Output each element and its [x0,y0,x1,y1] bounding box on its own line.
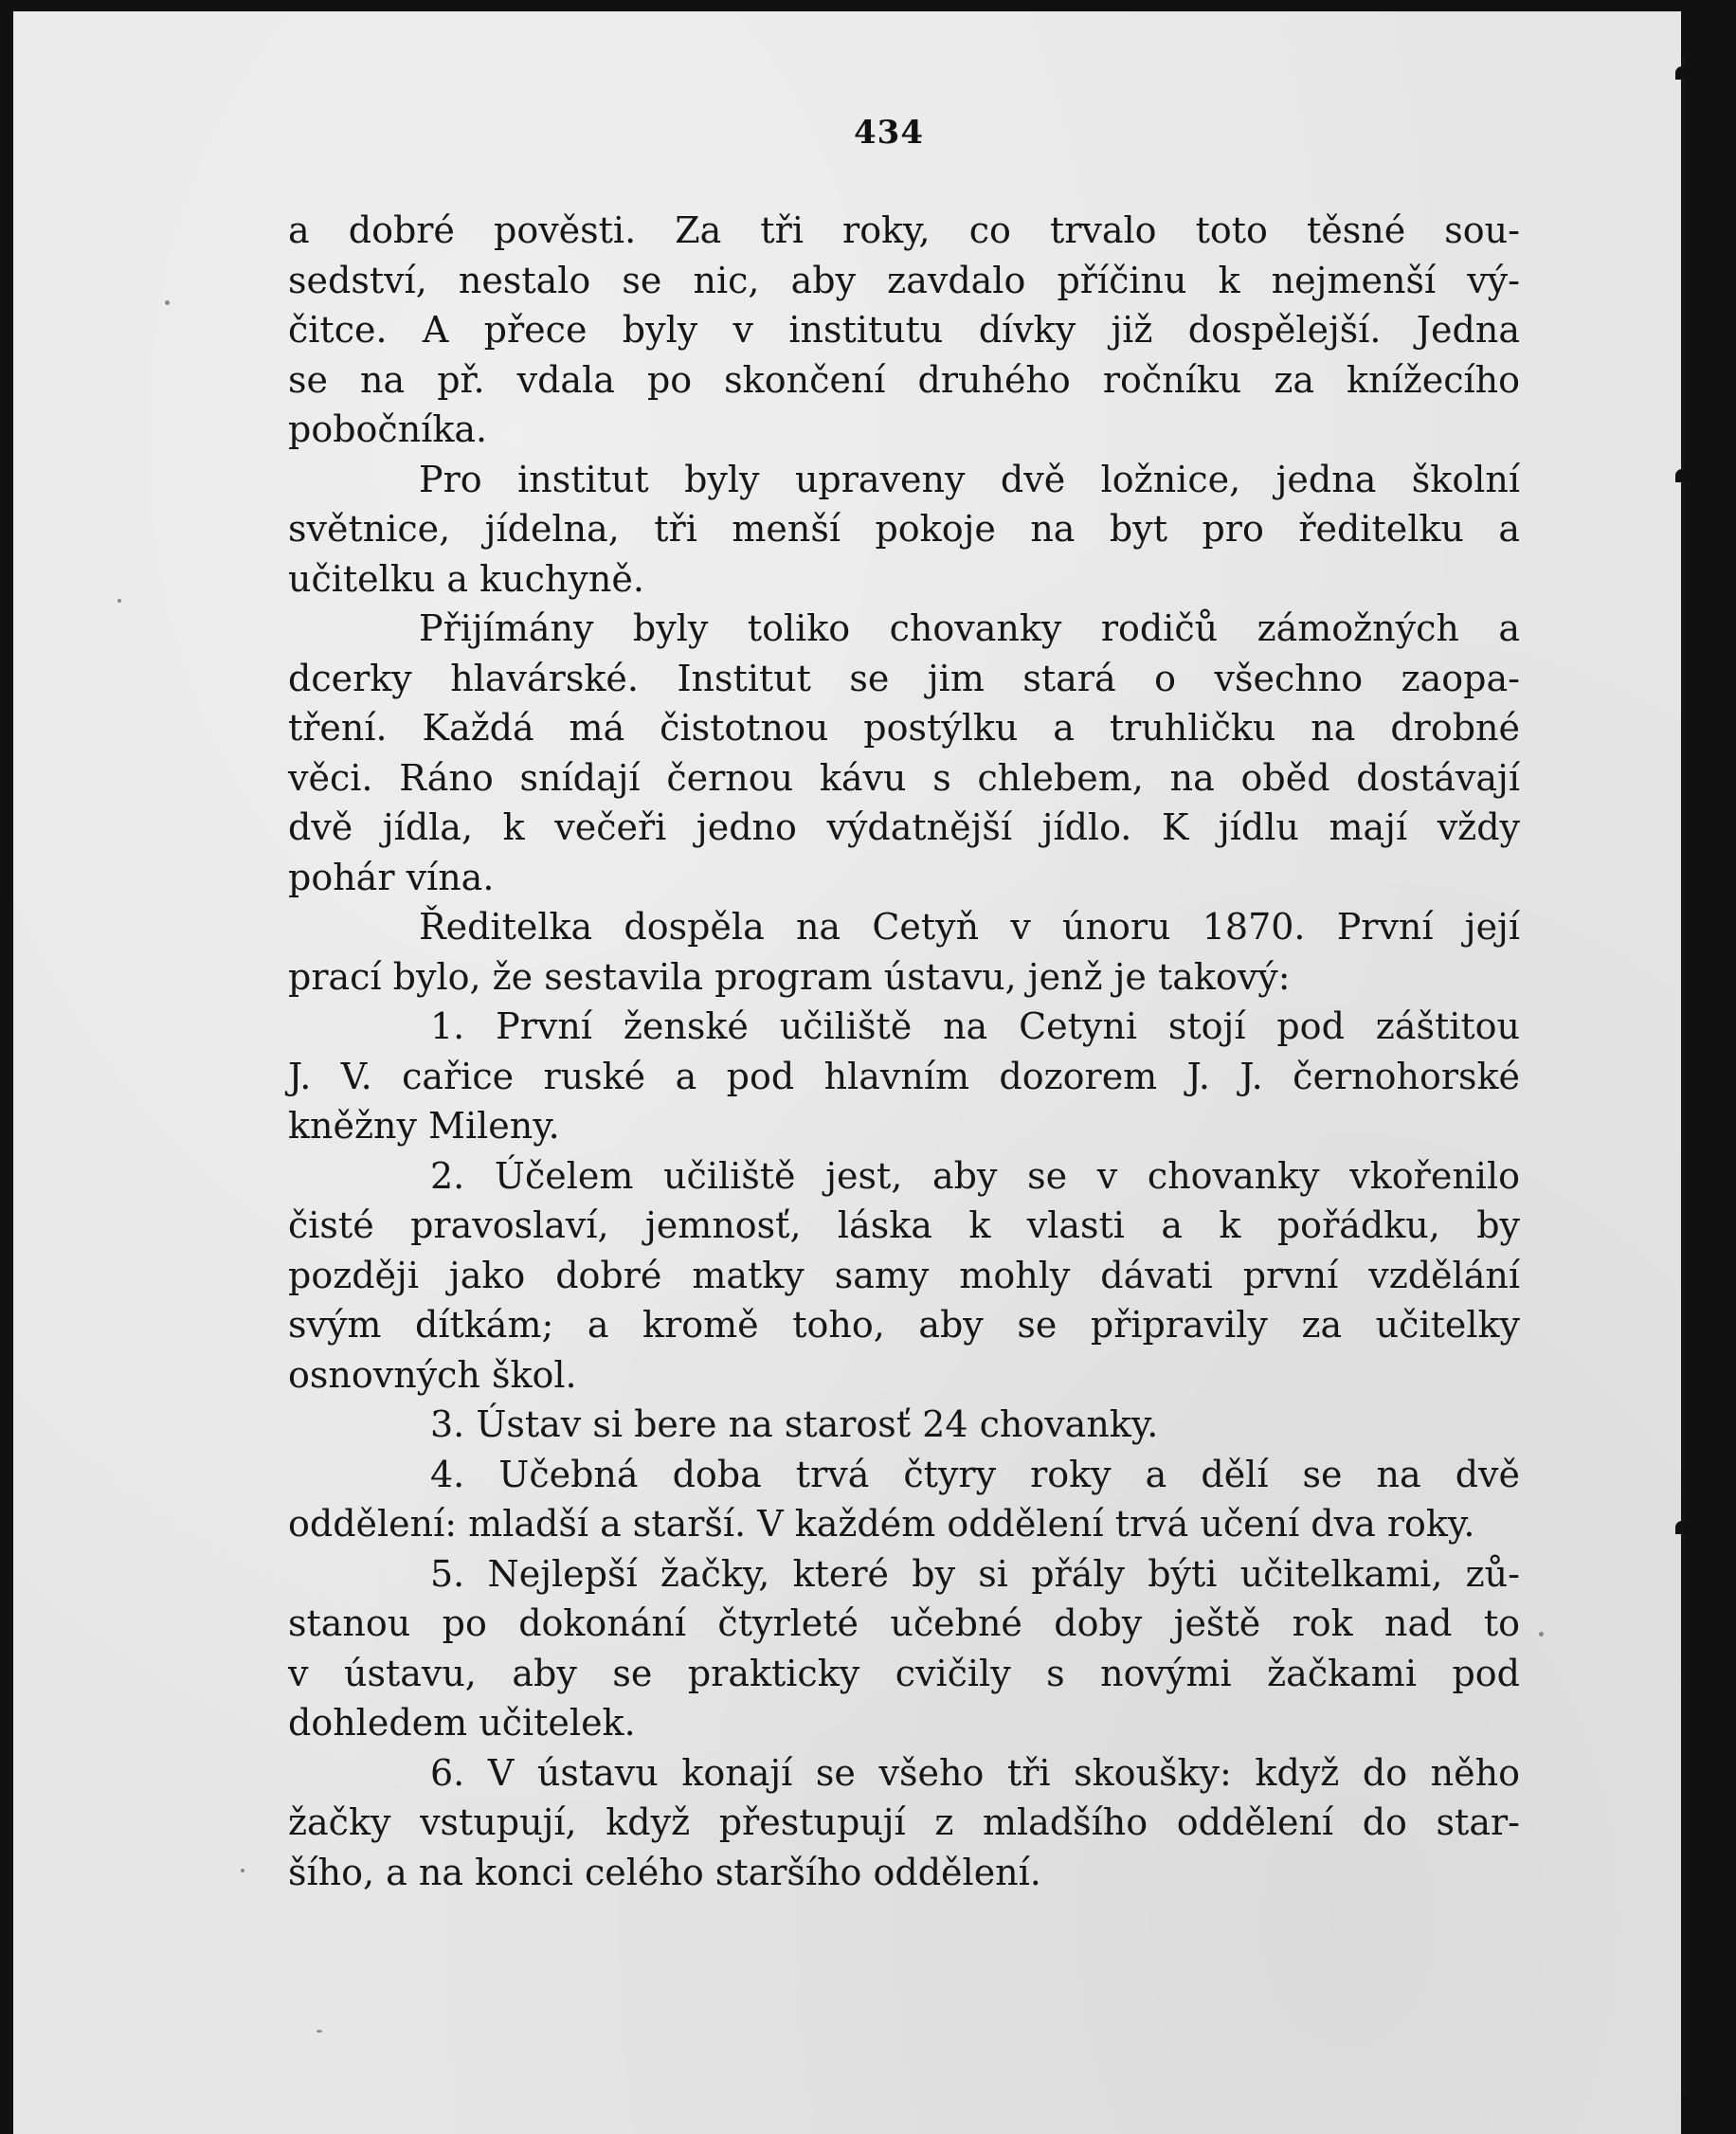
text-line: sedství, nestalo se nic, aby zavdalo příčinu k nejmenší vý- [288,259,1520,301]
paragraph [288,455,1520,605]
text-line: učitelku a kuchyně. [288,557,644,600]
text-line: dohledem učitelek. [288,1702,636,1744]
paragraph [288,902,1520,1002]
text-line: 3. Ústav si bere na starosť 24 chovanky. [430,1403,1159,1445]
text-line: později jako dobré matky samy mohly dávati první vzdělání [288,1254,1520,1296]
text-line: 6. V ústavu konají se všeho tři skoušky: když do něho [430,1751,1520,1794]
text-line: pobočníka. [288,408,488,450]
paragraph [288,604,1520,902]
binding-mark [1675,66,1689,80]
scan-speck [316,2030,322,2033]
text-line: dvě jídla, k večeři jedno výdatnější jídlo. K jídlu mají vždy [288,806,1520,848]
text-line: kněžny Mileny. [288,1105,560,1147]
text-line: oddělení: mladší a starší. V každém oddělení trvá učení dva roky. [288,1503,1475,1545]
text-line: dcerky hlavárské. Institut se jim stará o všechno zaopa- [288,657,1520,699]
text-line: věci. Ráno snídají černou kávu s chlebem, na oběd dostávají [288,756,1520,799]
numbered-paragraph [288,1450,1520,1549]
numbered-paragraph [288,1400,1520,1450]
binding-mark [1675,1521,1689,1534]
text-line: 5. Nejlepší žačky, které by si přály býti učitelkami, zů- [430,1552,1520,1595]
text-line: stanou po dokonání čtyrleté učebné doby ještě rok nad to [288,1602,1520,1644]
book-page [13,11,1681,2134]
scan-speck [241,1869,244,1872]
numbered-paragraph [288,1549,1520,1748]
binding-mark [1675,469,1689,482]
text-line: čisté pravoslaví, jemnosť, láska k vlasti a k pořádku, by [288,1204,1520,1246]
page-number: 434 [854,114,924,152]
numbered-paragraph [288,1151,1520,1401]
paragraph [288,206,1520,455]
page-body-text [288,206,1520,1897]
text-line: Přijímány byly toliko chovanky rodičů zámožných a [419,607,1520,649]
text-line: 4. Učebná doba trvá čtyry roky a dělí se na dvě [430,1453,1520,1495]
text-line: svým dítkám; a kromě toho, aby se připravily za učitelky [288,1304,1520,1346]
text-line: světnice, jídelna, tři menší pokoje na byt pro ředitelku a [288,508,1520,550]
numbered-paragraph [288,1748,1520,1898]
scan-speck [165,300,170,305]
text-line: žačky vstupují, když přestupují z mladšího oddělení do star- [288,1801,1520,1843]
text-line: tření. Každá má čistotnou postýlku a truhličku na drobné [288,707,1520,749]
text-line: čitce. A přece byly v institutu dívky již dospělejší. Jedna [288,309,1520,351]
text-line: J. V. cařice ruské a pod hlavním dozorem J. J. černohorské [288,1055,1520,1097]
text-line: a dobré pověsti. Za tři roky, co trvalo toto těsné sou- [288,209,1520,251]
text-line: se na př. vdala po skončení druhého ročníku za knížecího [288,358,1520,401]
text-line: v ústavu, aby se prakticky cvičily s novými žačkami pod [288,1652,1520,1694]
text-line: Pro institut byly upraveny dvě ložnice, jedna školní [419,458,1520,500]
text-line: Ředitelka dospěla na Cetyň v únoru 1870. První její [419,906,1520,948]
text-line: 1. První ženské učiliště na Cetyni stojí pod záštitou [430,1005,1520,1047]
numbered-paragraph [288,1002,1520,1151]
scan-speck [118,599,121,603]
page-edge-rule [1682,57,1685,2094]
text-line: osnovných škol. [288,1353,577,1396]
text-line: 2. Účelem učiliště jest, aby se v chovanky vkořenilo [430,1154,1520,1197]
text-line: prací bylo, že sestavila program ústavu, jenž je takový: [288,955,1291,998]
text-line: pohár vína. [288,856,495,898]
scan-speck [1539,1632,1544,1637]
text-line: šího, a na konci celého staršího oddělení. [288,1851,1041,1893]
